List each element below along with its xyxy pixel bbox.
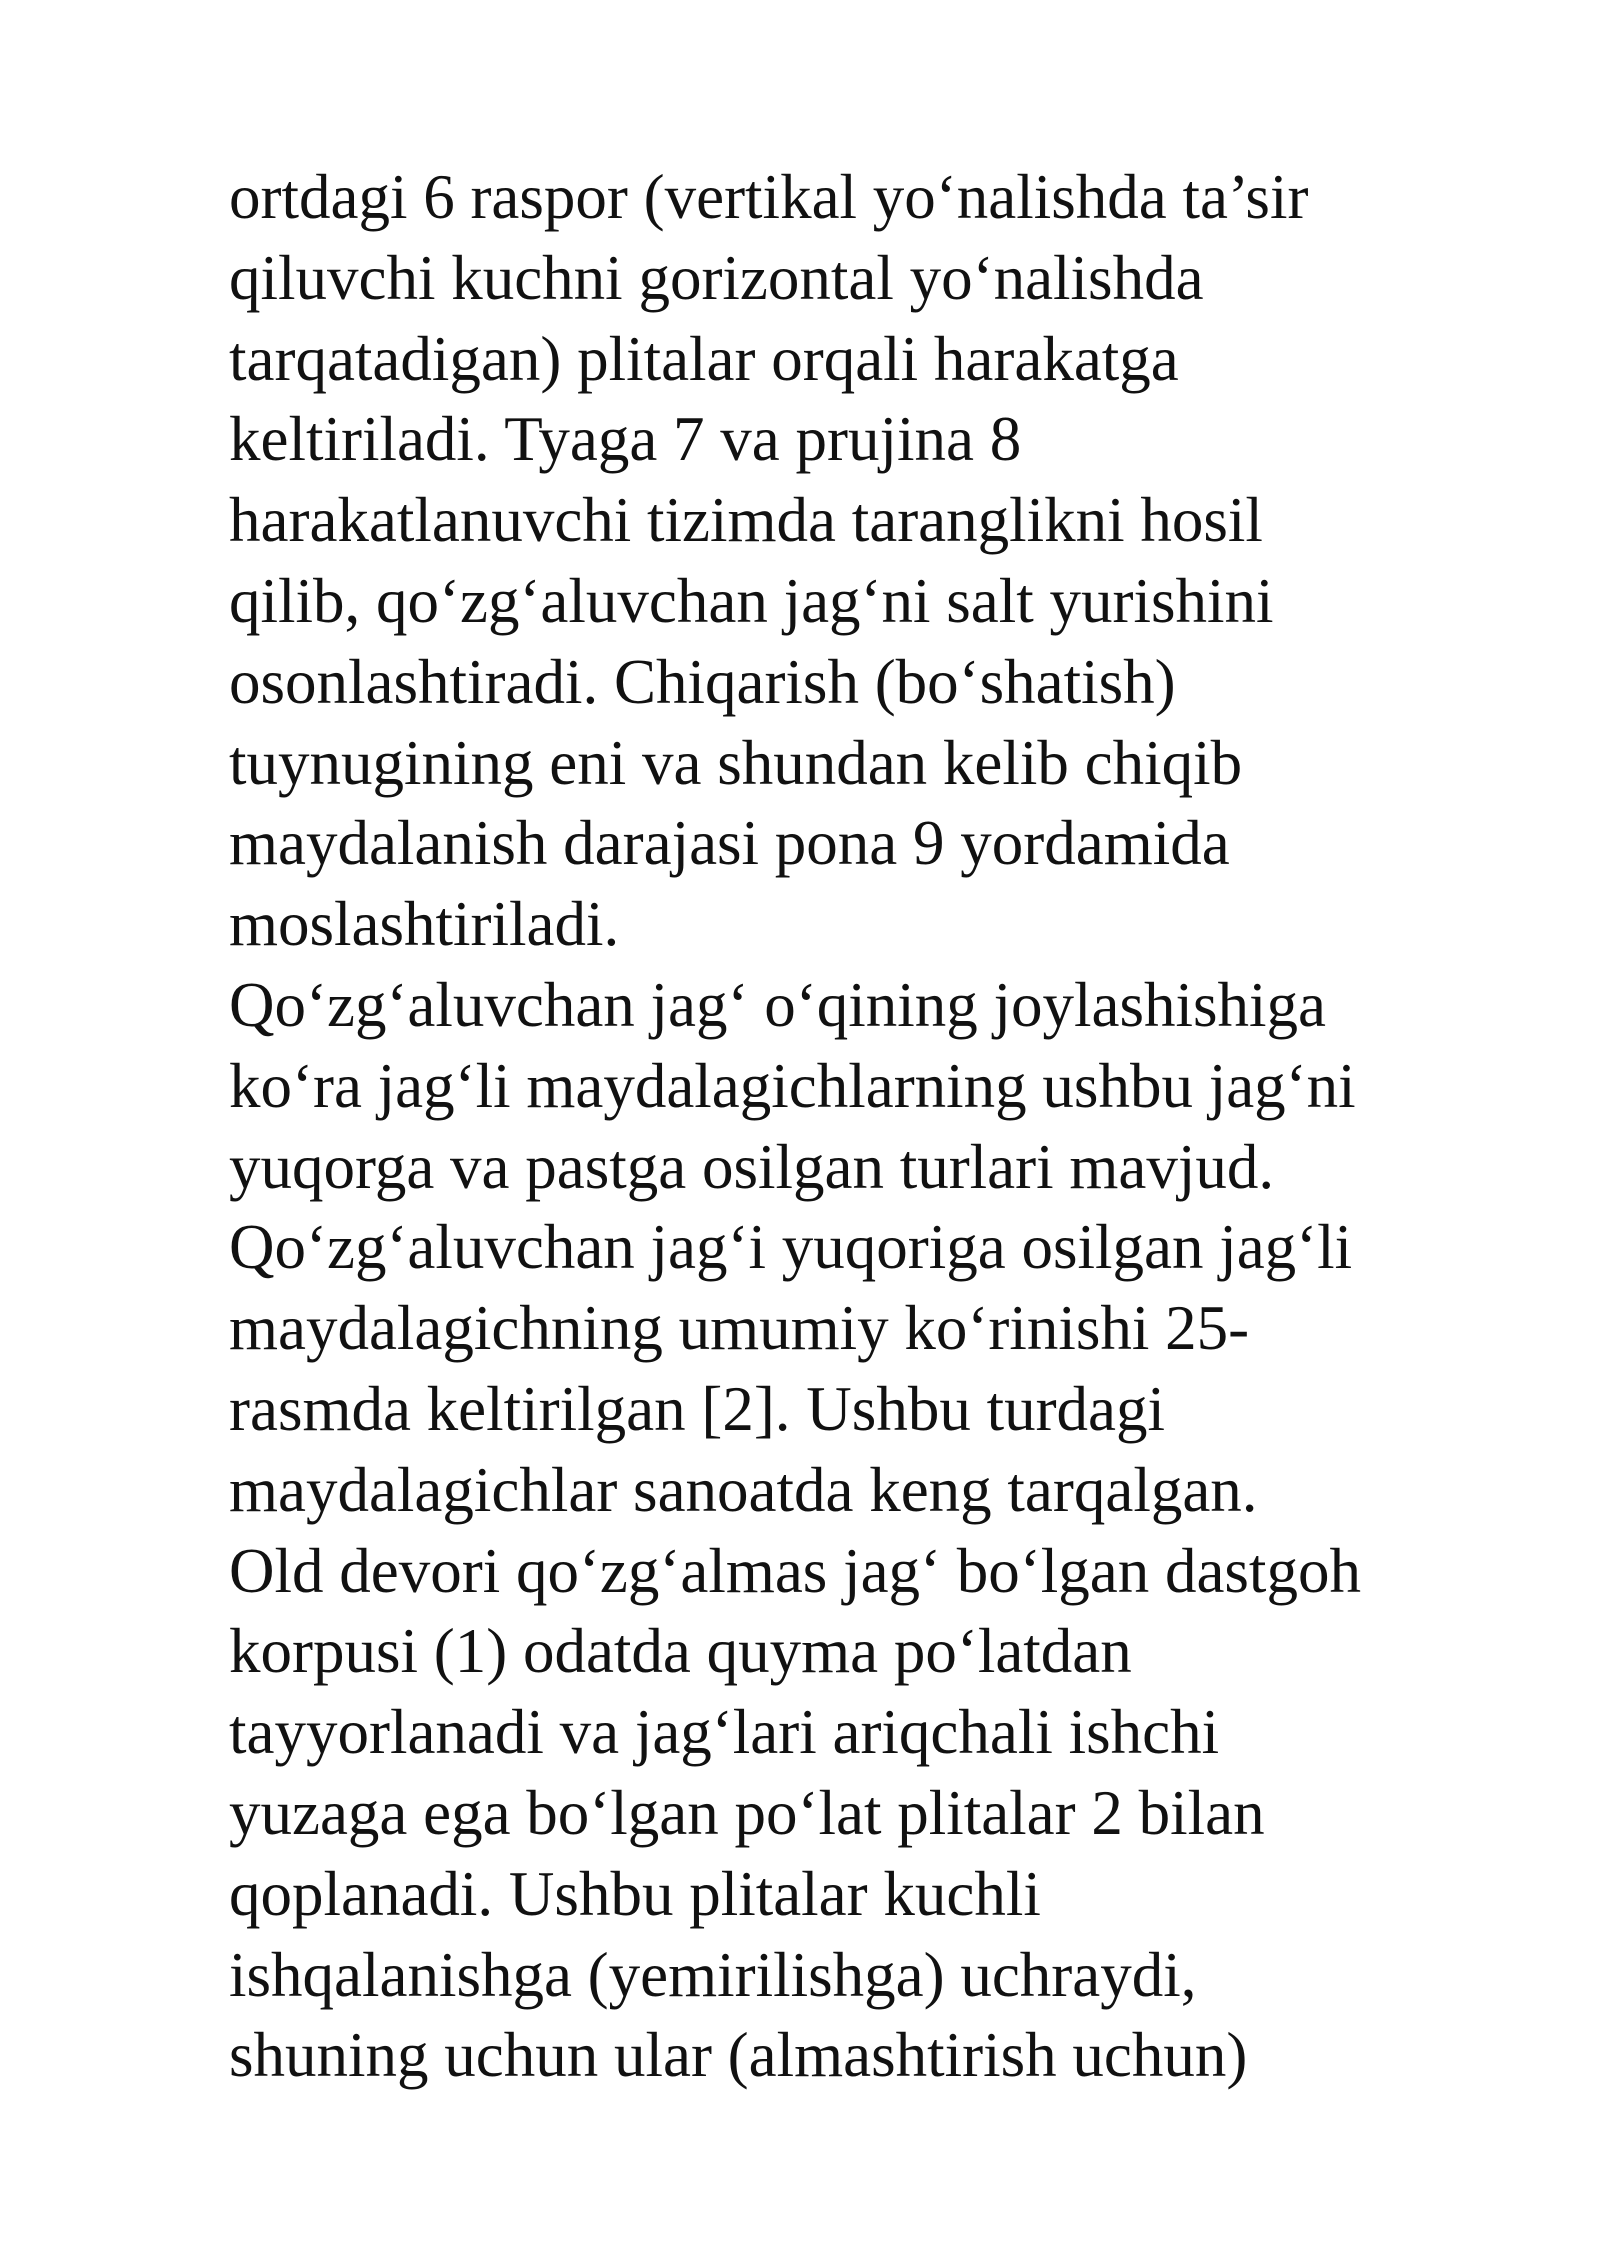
text-line: keltiriladi. Tyaga 7 va prujina 8 xyxy=(229,404,1022,475)
text-line: korpusi (1) odatda quyma po‘latdan xyxy=(229,1616,1132,1687)
text-line: yuzaga ega bo‘lgan po‘lat plitalar 2 bilan xyxy=(229,1777,1265,1848)
text-line: shuning uchun ular (almashtirish uchun) xyxy=(229,2020,1248,2091)
text-line: tuynugining eni va shundan kelib chiqib xyxy=(229,727,1243,798)
text-line: tarqatadigan) plitalar orqali harakatga xyxy=(229,323,1179,394)
text-line: qiluvchi kuchni gorizontal yo‘nalishda xyxy=(229,242,1204,313)
text-line: osonlashtiradi. Chiqarish (bo‘shatish) xyxy=(229,646,1176,717)
text-line: ishqalanishga (yemirilishga) uchraydi, xyxy=(229,1939,1197,2010)
text-line: qoplanadi. Ushbu plitalar kuchli xyxy=(229,1858,1041,1929)
text-line: moslashtiriladi. xyxy=(229,889,620,960)
text-line: Qo‘zg‘aluvchan jag‘ o‘qining joylashishiga xyxy=(229,969,1326,1040)
text-line: maydalagichlar sanoatda keng tarqalgan. xyxy=(229,1454,1258,1525)
text-line: tayyorlanadi va jag‘lari ariqchali ishchi xyxy=(229,1697,1220,1768)
body-text xyxy=(229,157,1569,2096)
text-line: harakatlanuvchi tizimda taranglikni hosil xyxy=(229,485,1263,556)
text-line: qilib, qo‘zg‘aluvchan jag‘ni salt yurishini xyxy=(229,565,1274,636)
text-line: rasmda keltirilgan [2]. Ushbu turdagi xyxy=(229,1373,1166,1444)
text-line: Qo‘zg‘aluvchan jag‘i yuqoriga osilgan jag‘li xyxy=(229,1212,1353,1283)
text-line: maydalanish darajasi pona 9 yordamida xyxy=(229,808,1230,879)
text-line: Old devori qo‘zg‘almas jag‘ bo‘lgan dastgoh xyxy=(229,1535,1361,1606)
text-line: ortdagi 6 raspor (vertikal yo‘nalishda ta’sir xyxy=(229,162,1309,232)
text-line: maydalagichning umumiy ko‘rinishi 25- xyxy=(229,1293,1250,1364)
text-line: yuqorga va pastga osilgan turlari mavjud. xyxy=(229,1131,1275,1202)
text-line: ko‘ra jag‘li maydalagichlarning ushbu jag‘ni xyxy=(229,1050,1356,1121)
